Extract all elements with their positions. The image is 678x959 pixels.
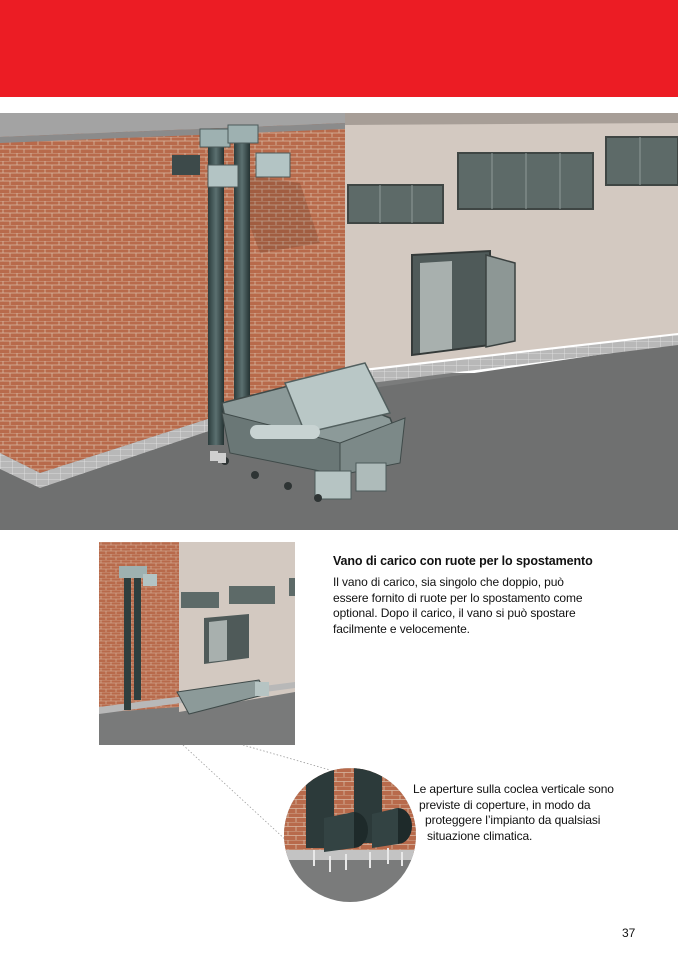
section-description: Il vano di carico, sia singolo che doppio, può essere fornito di ruote per lo spostamento come optional. Dopo il carico, il vano si può spostare facilmente e velocemente. bbox=[333, 575, 583, 636]
main-illustration bbox=[0, 113, 678, 530]
detail-caption bbox=[413, 782, 628, 844]
page-number: 37 bbox=[622, 926, 636, 940]
detail-caption-line: previste di coperture, in modo da bbox=[419, 797, 591, 812]
header-band bbox=[0, 0, 678, 97]
detail-illustration bbox=[284, 768, 416, 902]
detail-caption-line: Le aperture sulla coclea verticale sono bbox=[413, 782, 614, 796]
detail-caption-line: situazione climatica. bbox=[427, 828, 533, 843]
section-title: Vano di carico con ruote per lo spostamento bbox=[333, 554, 593, 568]
detail-caption-line: proteggere l’impianto da qualsiasi bbox=[425, 813, 601, 827]
secondary-illustration bbox=[99, 542, 295, 745]
